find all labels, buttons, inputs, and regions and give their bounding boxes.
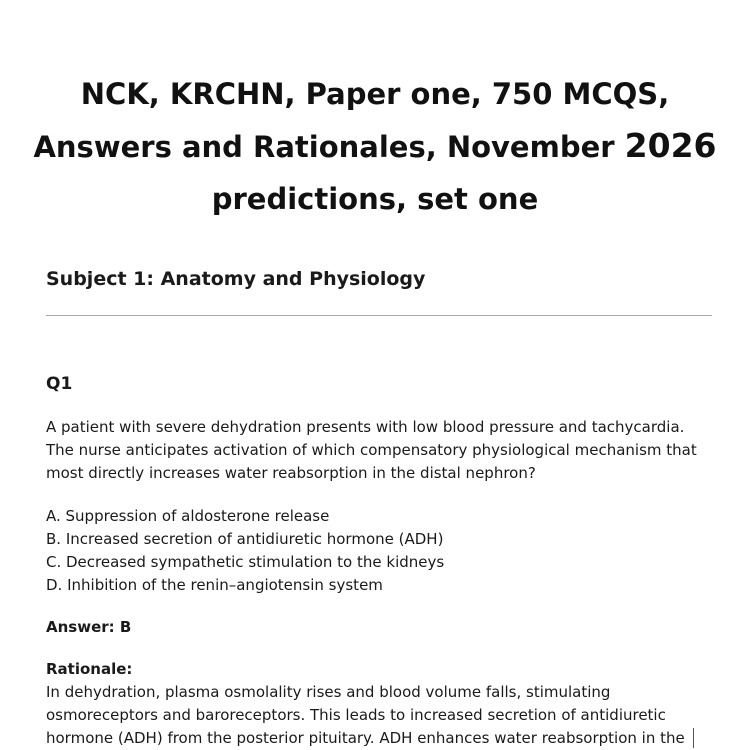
rationale-text-line: hormone (ADH) from the posterior pituitary. ADH enhances water reabsorption in the xyxy=(46,729,685,747)
title-line-3: predictions, set one xyxy=(211,182,539,216)
question-text-line: most directly increases water reabsorption in the distal nephron? xyxy=(46,464,536,482)
question-text xyxy=(46,416,726,485)
title-line-1: NCK, KRCHN, Paper one, 750 MCQS, xyxy=(80,77,670,111)
subject-heading: Subject 1: Anatomy and Physiology xyxy=(46,268,426,290)
document-title xyxy=(20,68,730,225)
option-c: C. Decreased sympathetic stimulation to the kidneys xyxy=(46,553,445,571)
option-a: A. Suppression of aldosterone release xyxy=(46,507,330,525)
title-year: 2026 xyxy=(624,126,717,165)
rationale-label: Rationale: xyxy=(46,660,133,678)
answer-options xyxy=(46,505,444,597)
horizontal-divider xyxy=(46,315,712,316)
answer-line: Answer: B xyxy=(46,618,132,636)
rationale-text-line: osmoreceptors and baroreceptors. This leads to increased secretion of antidiuretic xyxy=(46,706,666,724)
option-d: D. Inhibition of the renin–angiotensin system xyxy=(46,576,383,594)
question-text-line: The nurse anticipates activation of which compensatory physiological mechanism that xyxy=(46,441,697,459)
title-line-2-text: Answers and Rationales, November xyxy=(33,130,615,164)
question-label: Q1 xyxy=(46,374,73,394)
question-text-line: A patient with severe dehydration presents with low blood pressure and tachycardia. xyxy=(46,418,685,436)
title-line-2 xyxy=(20,120,730,173)
option-b: B. Increased secretion of antidiuretic hormone (ADH) xyxy=(46,530,444,548)
rationale-text-line: In dehydration, plasma osmolality rises and blood volume falls, stimulating xyxy=(46,683,611,701)
text-cursor xyxy=(693,728,694,748)
rationale-text xyxy=(46,681,736,750)
